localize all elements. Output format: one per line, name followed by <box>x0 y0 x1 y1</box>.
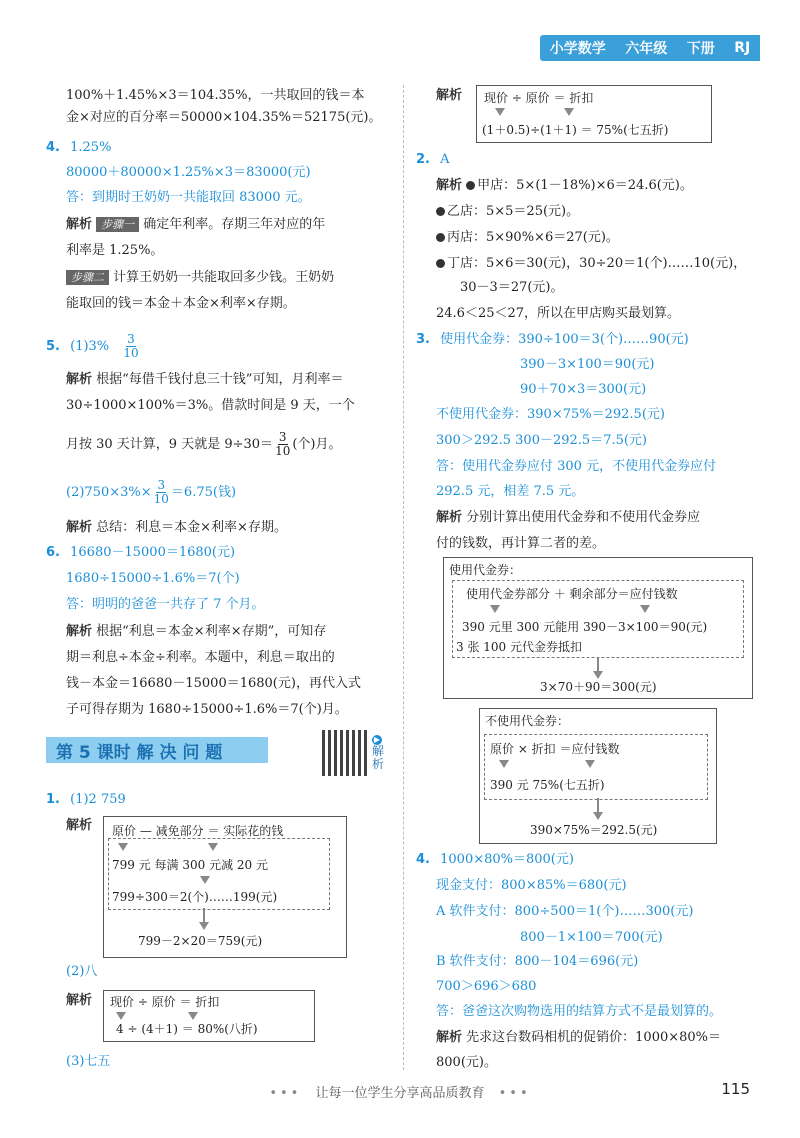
answer: 1.25% <box>70 140 112 155</box>
question-5 <box>46 333 141 360</box>
analysis-tag: 解析 <box>436 88 463 103</box>
denominator: 10 <box>275 444 291 458</box>
explanation-text: 根据“利息＝本金×利率×存期”，可知存 <box>96 624 327 639</box>
denominator: 10 <box>123 346 139 360</box>
calc-text: 16680－15000＝1680(元) <box>70 545 236 560</box>
explanation-text: 确定年利率。存期三年对应的年 <box>143 217 326 232</box>
answer-line: 答：使用代金券应付 300 元，不使用代金券应付 <box>436 459 717 474</box>
fraction <box>154 479 169 506</box>
explanation-text: 钱－本金＝16680－15000＝1680(元)，再代入式 <box>66 676 361 691</box>
calc-line: 80000＋80000×1.25%×3＝83000(元) <box>66 165 311 180</box>
explanation-line <box>66 430 342 460</box>
header-edition: RJ <box>734 40 751 56</box>
question-number: 6. <box>46 545 60 560</box>
calc-line: 300＞292.5 300－292.5＝7.5(元) <box>436 433 648 448</box>
explanation-text: 子可得存期为 1680÷15000÷1.6%＝7(个)月。 <box>66 702 348 717</box>
down-arrow-icon <box>640 605 650 613</box>
calc-text: 使用代金券：390÷100＝3(个)……90(元) <box>440 332 689 347</box>
header-grade: 六年级 <box>625 41 668 57</box>
explanation-text: 30÷1000×100%＝3%。借款时间是 9 天，一个 <box>66 398 355 413</box>
calc-line: B 软件支付：800－104＝696(元) <box>436 954 639 969</box>
question-number: 4. <box>416 852 430 867</box>
diagram-row: 390 元 75%(七五折) <box>490 778 605 792</box>
analysis-tag: 解析 <box>436 510 463 525</box>
down-arrow-icon <box>499 760 509 768</box>
denominator: 10 <box>153 492 169 506</box>
diagram-result: 799－2×20＝759(元) <box>138 934 263 948</box>
explanation-line <box>436 176 693 196</box>
explanation-text: 付的钱数，再计算二者的差。 <box>436 536 606 551</box>
diagram-row: 390 元里 300 元能用 390－3×100＝90(元) <box>462 620 708 634</box>
analysis-tag: 解析 <box>66 624 93 639</box>
answer: (1)3% <box>70 339 110 354</box>
explanation-text: 月按 30 天计算，9 天就是 9÷30＝ <box>66 437 274 452</box>
calc-line: 700＞696＞680 <box>436 979 537 994</box>
diagram-row: 4 ÷ (4＋1) ＝ 80%(八折) <box>116 1022 258 1036</box>
explanation-line <box>436 508 700 528</box>
analysis-tag: 解析 <box>66 372 93 387</box>
explanation-text: 丙店：5×90%×6＝27(元)。 <box>447 230 619 245</box>
fraction <box>275 431 290 458</box>
analysis-tag: 解析 <box>436 1030 463 1045</box>
calc-text: (2)750×3%× <box>66 485 152 500</box>
answer-line: 答：到期时王奶奶一共能取回 83000 元。 <box>66 190 311 205</box>
question-4 <box>416 850 574 870</box>
diagram-row: 799÷300＝2(个)……199(元) <box>112 890 278 904</box>
diagram-header: 原价 × 折扣 ＝应付钱数 <box>490 742 620 756</box>
page-header-banner <box>540 35 760 61</box>
lightbulb-icon <box>466 181 475 190</box>
column-divider <box>403 85 404 1070</box>
sub-answer: (2)八 <box>66 964 98 979</box>
calc-line: 800－1×100＝700(元) <box>520 930 663 945</box>
calc-text: 1000×80%＝800(元) <box>440 852 574 867</box>
explanation-line <box>66 268 334 288</box>
qr-label <box>372 732 388 771</box>
qr-code-icon[interactable] <box>322 730 368 776</box>
question-number: 3. <box>416 332 430 347</box>
answer-line: 答：爸爸这次购物选用的结算方式不是最划算的。 <box>436 1004 723 1019</box>
explanation-text: 总结：利息＝本金×利率×存期。 <box>96 520 287 535</box>
down-arrow-icon <box>118 843 128 851</box>
calc-line: A 软件支付：800÷500＝1(个)……300(元) <box>436 904 694 919</box>
header-subject: 小学数学 <box>549 41 606 57</box>
calc-line: 现金支付：800×85%＝680(元) <box>436 878 627 893</box>
diagram-row: (1＋0.5)÷(1＋1) ＝ 75%(七五折) <box>482 123 669 137</box>
question-6 <box>46 543 235 563</box>
diagram-result: 390×75%＝292.5(元) <box>530 823 658 837</box>
down-arrow-icon <box>199 922 209 930</box>
question-2 <box>416 150 450 170</box>
lightbulb-icon <box>436 207 445 216</box>
numerator: 3 <box>127 332 135 346</box>
calc-line: 390－3×100＝90(元) <box>520 357 655 372</box>
explanation-line <box>66 622 326 642</box>
analysis-tag: 解析 <box>66 993 93 1008</box>
explanation-text: 24.6＜25＜27，所以在甲店购买最划算。 <box>436 306 681 321</box>
header-volume: 下册 <box>686 41 715 57</box>
down-arrow-icon <box>495 108 505 116</box>
diagram-header: 现价 ÷ 原价 ＝ 折扣 <box>484 91 594 105</box>
analysis-tag: 解析 <box>66 818 93 833</box>
down-arrow-icon <box>593 812 603 820</box>
explanation-line <box>66 370 343 390</box>
diagram-header: 原价 — 减免部分 ＝ 实际花的钱 <box>112 824 284 838</box>
explanation-text: 先求这台数码相机的促销价：1000×80%＝ <box>466 1030 722 1045</box>
explanation-text: 利率是 1.25%。 <box>66 243 164 258</box>
down-arrow-icon <box>208 843 218 851</box>
explanation-line <box>66 215 325 235</box>
diagram-result: 3×70＋90＝300(元) <box>540 680 657 694</box>
explanation-text: 丁店：5×6＝30(元)，30÷20＝1(个)……10(元)， <box>447 256 747 271</box>
question-4 <box>46 138 111 158</box>
diagram-header: 使用代金券部分 ＋ 剩余部分＝应付钱数 <box>466 587 678 601</box>
analysis-tag: 解析 <box>66 520 93 535</box>
dots-decoration: ••• <box>498 1086 531 1101</box>
text-line: 金×对应的百分率＝50000×104.35%＝52175(元)。 <box>66 110 382 125</box>
lesson-title: 第 5 课时 解 决 问 题 <box>46 737 268 763</box>
analysis-tag: 解析 <box>436 178 463 193</box>
step-badge: 步骤一 <box>96 217 139 232</box>
diagram-row: 799 元 每满 300 元减 20 元 <box>112 858 268 872</box>
explanation-line <box>66 518 287 538</box>
calc-line <box>66 478 236 508</box>
calc-text: ＝6.75(钱) <box>170 485 237 500</box>
answer-line: 答：明明的爸爸一共存了 7 个月。 <box>66 597 265 612</box>
answer: (1)2 759 <box>70 792 126 807</box>
calc-line: 不使用代金券：390×75%＝292.5(元) <box>436 407 665 422</box>
play-icon: ▶ <box>373 735 381 744</box>
question-3 <box>416 330 689 350</box>
down-arrow-icon <box>200 876 210 884</box>
explanation-text: 能取回的钱＝本金＋本金×利率×存期。 <box>66 296 296 311</box>
explanation-line <box>436 1028 721 1048</box>
explanation-text: 根据“每借千钱付息三十钱”可知，月利率＝ <box>96 372 344 387</box>
calc-line: 90＋70×3＝300(元) <box>520 382 647 397</box>
explanation-text: 分别计算出使用代金券和不使用代金券应 <box>466 510 701 525</box>
answer: A <box>440 152 450 167</box>
explanation-line <box>436 254 746 274</box>
explanation-line <box>436 202 579 222</box>
question-number: 1. <box>46 792 60 807</box>
lightbulb-icon <box>436 259 445 268</box>
diagram-header: 现价 ÷ 原价 ＝ 折扣 <box>110 995 220 1009</box>
page-number: 115 <box>721 1080 750 1098</box>
footer-slogan <box>0 1082 800 1101</box>
numerator: 3 <box>157 478 166 492</box>
question-number: 5. <box>46 339 60 354</box>
diagram-title: 使用代金券： <box>449 563 522 577</box>
question-number: 2. <box>416 152 430 167</box>
down-arrow-icon <box>564 108 574 116</box>
fraction <box>123 333 138 360</box>
explanation-text: 甲店：5×(1－18%)×6＝24.6(元)。 <box>477 178 693 193</box>
explanation-line <box>436 228 619 248</box>
question-number: 4. <box>46 140 60 155</box>
explanation-text: 计算王奶奶一共能取回多少钱。王奶奶 <box>113 270 335 285</box>
question-1 <box>46 790 126 810</box>
footer-text: 让每一位学生分享高品质教育 <box>315 1086 485 1101</box>
answer-line: 292.5 元，相差 7.5 元。 <box>436 484 585 499</box>
analysis-tag: 解析 <box>66 217 93 232</box>
explanation-text: 乙店：5×5＝25(元)。 <box>447 204 580 219</box>
sub-answer: (3)七五 <box>66 1054 111 1069</box>
diagram-title: 不使用代金券： <box>485 714 570 728</box>
explanation-text: (个)月。 <box>292 437 342 452</box>
diagram-row: 3 张 100 元代金券抵扣 <box>456 640 582 654</box>
down-arrow-icon <box>585 760 595 768</box>
explanation-text: 800(元)。 <box>436 1055 497 1070</box>
calc-line: 1680÷15000÷1.6%＝7(个) <box>66 571 240 586</box>
qr-label-text: 解析 <box>372 744 385 771</box>
lightbulb-icon <box>436 233 445 242</box>
explanation-text: 30－3＝27(元)。 <box>460 280 564 295</box>
step-badge: 步骤二 <box>66 270 109 285</box>
dots-decoration: ••• <box>269 1086 302 1101</box>
text-line: 100%＋1.45%×3＝104.35%，一共取回的钱＝本 <box>66 88 365 103</box>
explanation-text: 期＝利息÷本金÷利率。本题中，利息＝取出的 <box>66 650 335 665</box>
numerator: 3 <box>278 430 287 444</box>
down-arrow-icon <box>490 605 500 613</box>
